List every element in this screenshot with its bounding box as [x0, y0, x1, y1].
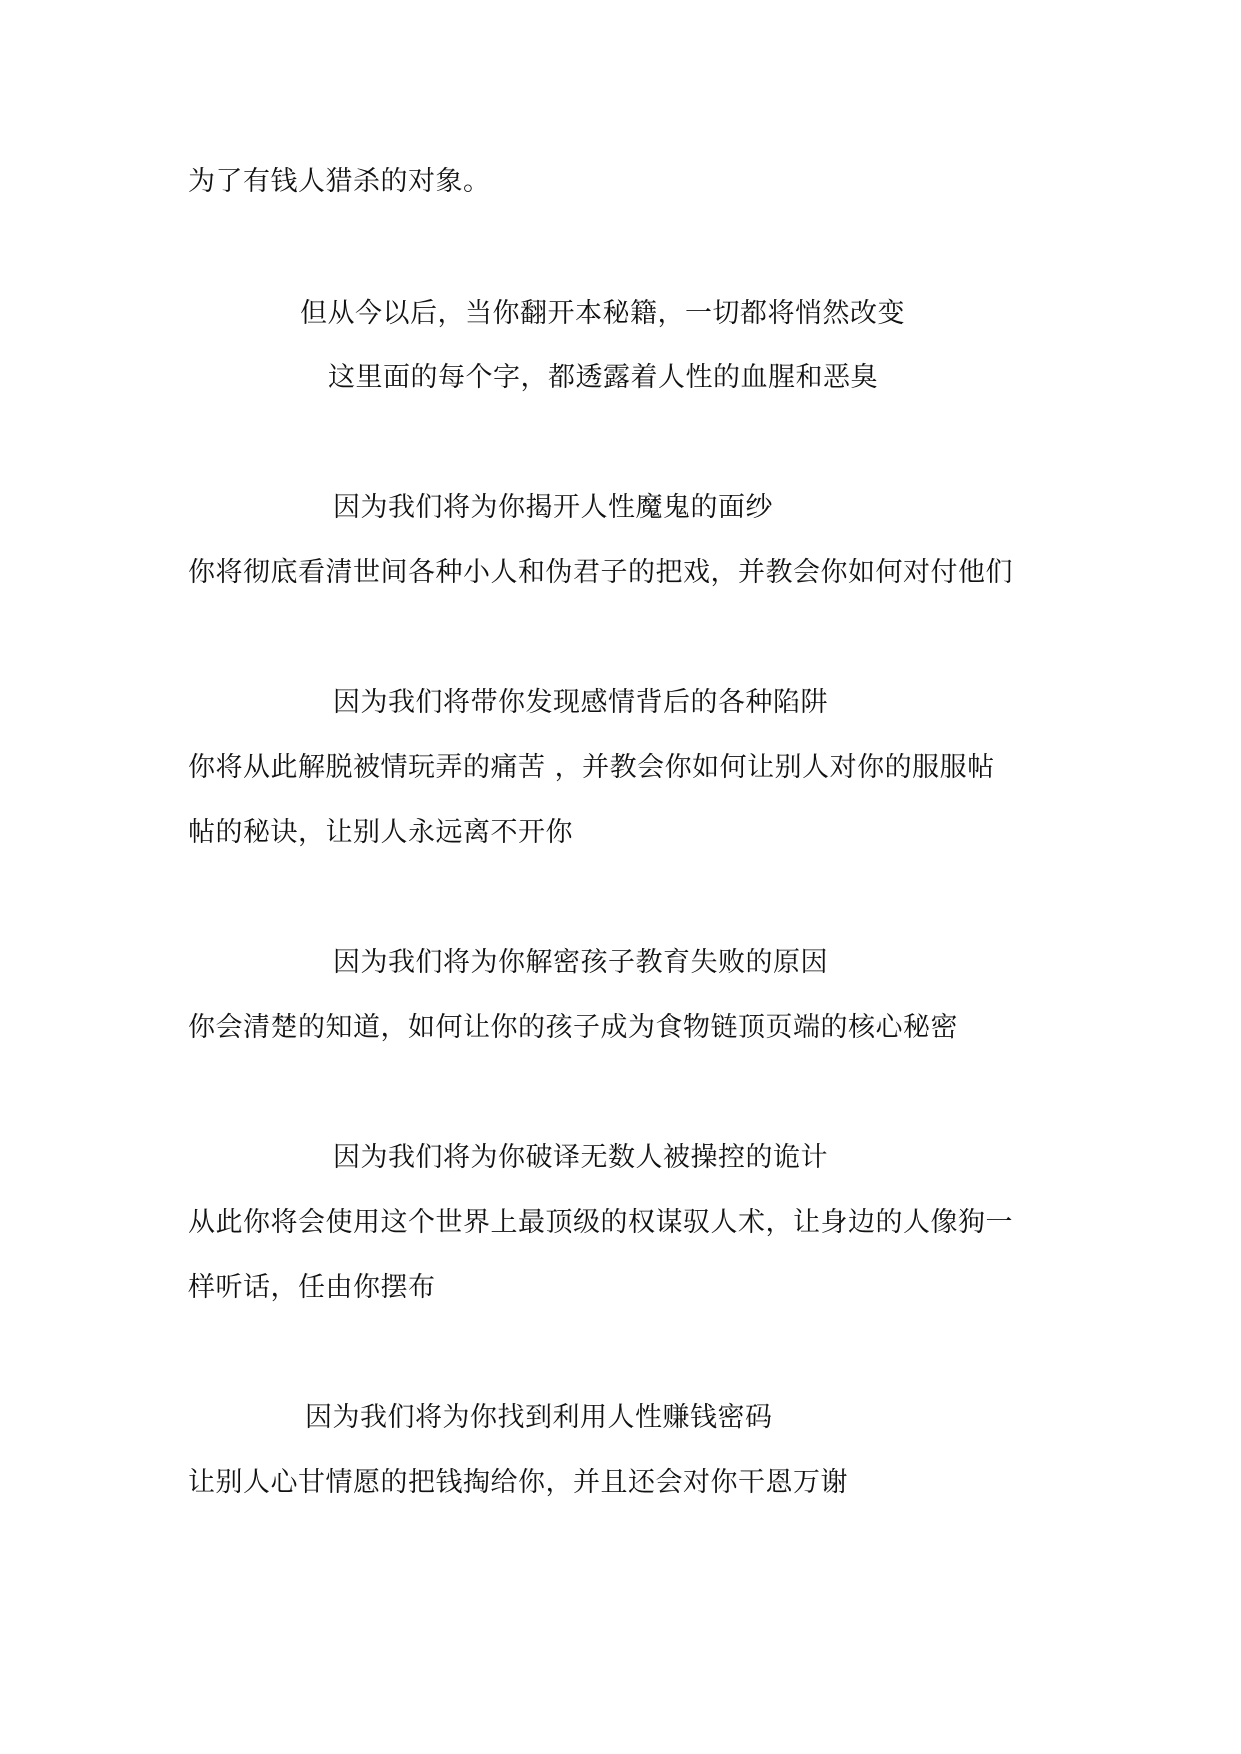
text-line: 因为我们将为你解密孩子教育失败的原因 [333, 947, 828, 978]
text-line: 你将从此解脱被情玩弄的痛苦 ，并教会你如何让别人对你的服服帖 [188, 752, 995, 783]
text-line: 你会清楚的知道，如何让你的孩子成为食物链顶页端的核心秘密 [188, 1012, 958, 1043]
text-line: 从此你将会使用这个世界上最顶级的权谋驭人术，让身边的人像狗一 [188, 1207, 1013, 1238]
text-line: 为了有钱人猎杀的对象。 [188, 166, 491, 197]
text-line: 让别人心甘情愿的把钱掏给你，并且还会对你干恩万谢 [188, 1467, 848, 1498]
text-line: 帖的秘诀，让别人永远离不开你 [188, 817, 573, 848]
text-line: 因为我们将为你揭开人性魔鬼的面纱 [333, 492, 773, 523]
text-line: 这里面的每个字，都透露着人性的血腥和恶臭 [328, 362, 878, 393]
text-line: 样听话，任由你摆布 [188, 1272, 436, 1303]
text-line: 你将彻底看清世间各种小人和伪君子的把戏，并教会你如何对付他们 [188, 557, 1013, 588]
text-line: 但从今以后，当你翻开本秘籍，一切都将悄然改变 [300, 298, 905, 329]
text-line: 因为我们将带你发现感情背后的各种陷阱 [333, 687, 828, 718]
text-line: 因为我们将为你找到利用人性赚钱密码 [305, 1402, 773, 1433]
text-line: 因为我们将为你破译无数人被操控的诡计 [333, 1142, 828, 1173]
